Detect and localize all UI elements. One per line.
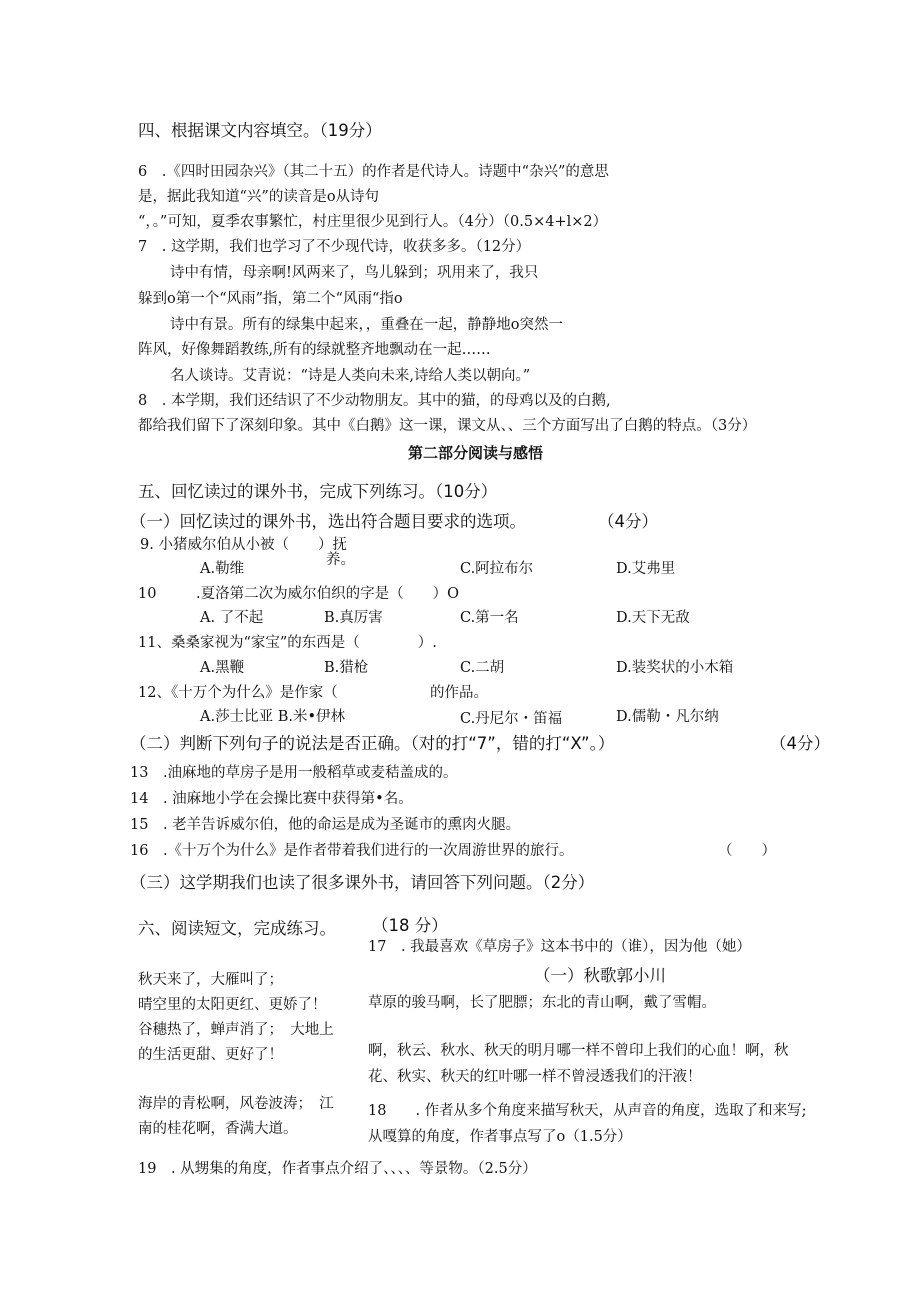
question-6-line-1: 6 .《四时田园杂兴》（其二十五）的作者是代诗人。诗题中“杂兴”的意思: [138, 164, 609, 180]
question-18-line-2: 从嘎算的角度，作者事点写了o（1.5分）: [368, 1129, 632, 1145]
poem-right-line-3: 花、秋实、秋天的红叶哪一样不曾浸透我们的汗液！: [368, 1069, 702, 1085]
question-9-option-c: C.阿拉布尔: [460, 561, 534, 577]
section-5-sub-3: （三）这学期我们也读了很多课外书，请回答下列问题。（2分）: [130, 873, 595, 892]
question-18-line-1: 18 . 作者从多个角度来描写秋天，从声音的角度，选取了和来写;: [368, 1103, 807, 1119]
part-2-title: 第二部分阅读与感悟: [408, 444, 544, 462]
question-11: 11、桑桑家视为“家宝”的东西是（ ）.: [138, 635, 437, 651]
question-9-option-a: A.勒维: [200, 561, 245, 577]
question-8-line-1: 8 . 本学期，我们还结识了不少动物朋友。其中的猫，的母鸡以及的白鹅,: [138, 393, 611, 409]
question-17: 17 . 我最喜欢《草房子》这本书中的（谁），因为他（她）: [368, 939, 751, 955]
section-5-sub-1: （一）回忆读过的课外书，选出符合题目要求的选项。: [130, 512, 526, 531]
section-6-heading: 六、阅读短文，完成练习。: [138, 919, 336, 938]
section-5-sub-1-score: （4分）: [598, 512, 658, 531]
poem-line-1: 秋天来了，大雁叫了；: [138, 972, 283, 988]
question-10: .夏洛第二次为威尔伯织的字是（ ）O: [196, 586, 459, 602]
question-7-line-5: 阵风，好像舞蹈教练,所有的绿就整齐地飘动在一起……: [138, 342, 491, 358]
section-5-heading: 五、回忆读过的课外书，完成下列练习。（10分）: [138, 482, 498, 501]
question-11-option-d: D.装奖状的小木箱: [616, 660, 734, 676]
question-12-option-c: C.丹尼尔・笛福: [460, 711, 563, 727]
question-7-line-1: 7 . 这学期，我们也学习了不少现代诗，收获多多。（12分）: [138, 239, 531, 255]
question-12-options-a-b: A.莎士比亚 B.米•伊林: [200, 709, 346, 725]
poem-line-3: 谷穗热了，蝉声消了； 大地上: [138, 1022, 334, 1038]
poem-line-5: 海岸的青松啊，风卷波涛； 江: [138, 1096, 334, 1112]
question-7-line-6: 名人谈诗。艾青说：“诗是人类向未来,诗给人类以朝向。”: [170, 368, 531, 384]
poem-line-2: 晴空里的太阳更红、更娇了！: [138, 997, 327, 1013]
question-11-option-c: C.二胡: [460, 660, 505, 676]
question-19: 19 . 从甥集的角度，作者事点介绍了、、、、等景物。（2.5分）: [138, 1161, 537, 1177]
section-5-sub-2: （二）判断下列句子的说法是否正确。（对的打“7”，错的打“X”。）: [130, 734, 615, 753]
question-12: 12、《十万个为什么》是作家（: [138, 685, 338, 701]
question-13: 13 .油麻地的草房子是用一般稻草或麦秸盖成的。: [130, 765, 458, 781]
question-15: 15 . 老羊告诉威尔伯，他的命运是成为圣诞市的熏肉火腿。: [130, 817, 521, 833]
section-4-heading: 四、根据课文内容填空。（19分）: [138, 121, 382, 140]
question-11-option-b: B.猎枪: [324, 660, 369, 676]
question-7-line-4: 诗中有景。所有的绿集中起来，，重叠在一起，静静地o突然一: [170, 317, 563, 333]
question-10-option-b: B.真厉害: [324, 610, 383, 626]
poem-line-6: 南的桂花啊，香满大道。: [138, 1121, 298, 1137]
poem-right-line-1: 草原的骏马啊，长了肥膘；东北的青山啊，戴了雪帽。: [368, 995, 716, 1011]
question-12-option-d: D.儒勒・凡尔纳: [616, 709, 719, 725]
question-6-line-3: “，。”可知，夏季农事繁忙，村庄里很少见到行人。（4分）（0.5×4+l×2）: [138, 214, 608, 230]
question-10-option-a: A. 了不起: [200, 610, 264, 626]
question-11-option-a: A.黑鞭: [200, 660, 245, 676]
question-7-line-2: 诗中有情，母亲啊!风两来了，鸟儿躲到；巩用来了，我只: [170, 265, 539, 281]
question-12-tail: 的作品。: [430, 685, 488, 701]
poem-right-line-2: 啊，秋云、秋水、秋天的明月哪一样不曾印上我们的心血！啊，秋: [368, 1043, 789, 1059]
question-10-option-c: C.第一名: [460, 610, 519, 626]
question-9-tail: 养。: [326, 552, 355, 568]
poem-title: （一）秋歌郭小川: [534, 966, 666, 985]
question-10-number: 10: [138, 586, 157, 602]
question-7-line-3: 躲到o第一个“风雨”指，第二个“风雨“指o: [138, 291, 403, 307]
section-6-score: （18 分）: [372, 916, 448, 935]
question-9: 9. 小猪威尔伯从小被（ ）抚: [140, 537, 347, 553]
section-5-sub-2-score: （4分）: [770, 734, 830, 753]
question-6-line-2: 是，据此我知道“兴”的读音是o从诗句: [138, 189, 380, 205]
question-16: 16 .《十万个为什么》是作者带着我们进行的一次周游世界的旅行。: [130, 843, 574, 859]
question-8-line-2: 都给我们留下了深刻印象。其中《白鹅》这一课，课文从、、三个方面写出了白鹅的特点。（3分）: [138, 418, 757, 434]
question-14: 14 . 油麻地小学在会操比赛中获得第•名。: [130, 791, 413, 807]
question-16-answer-paren: （ ）: [718, 843, 776, 859]
question-10-option-d: D.天下无敌: [616, 610, 690, 626]
poem-line-4: 的生活更甜、更好了！: [138, 1047, 283, 1063]
question-9-option-d: D.艾弗里: [616, 561, 676, 577]
